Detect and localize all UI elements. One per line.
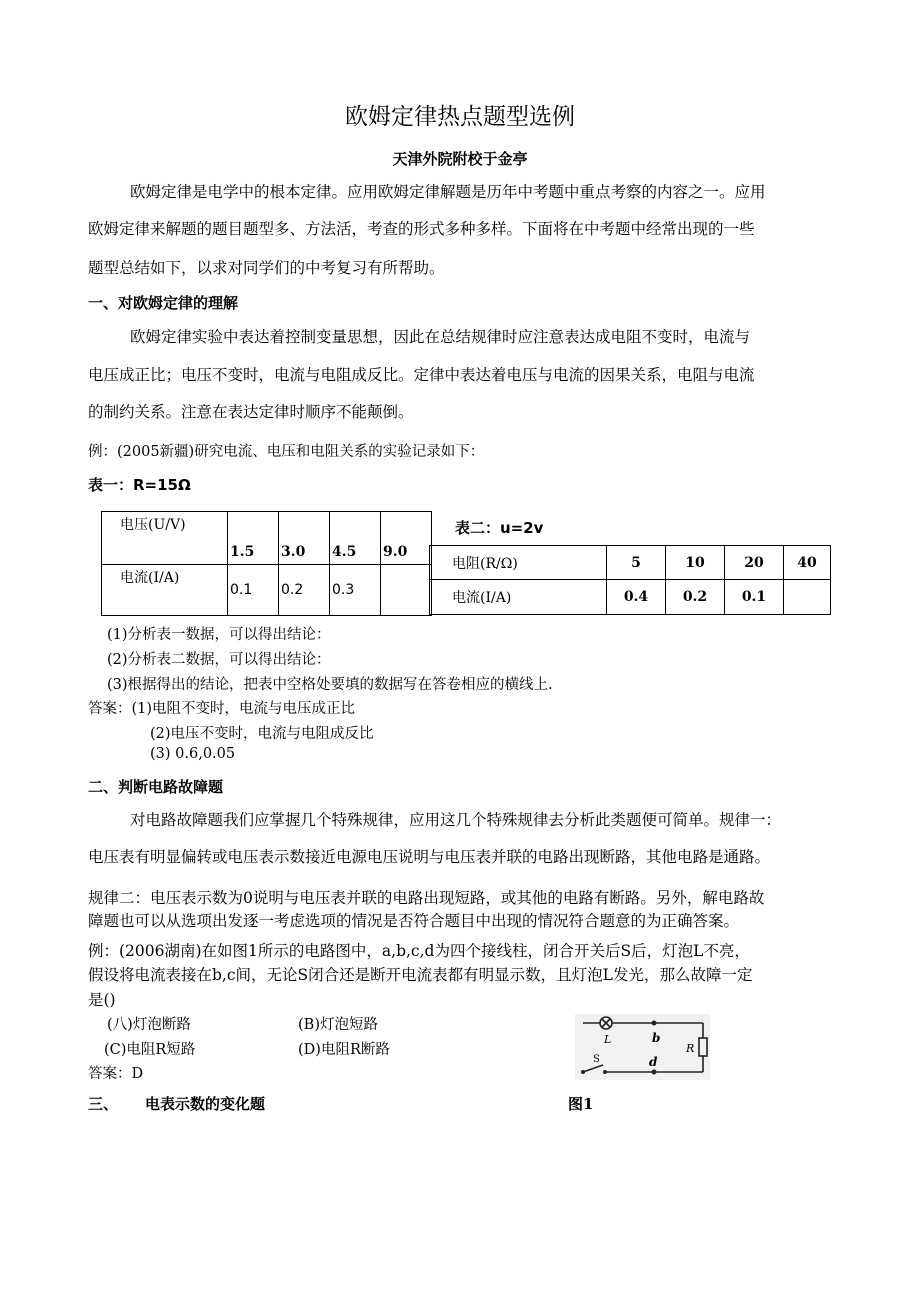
figure-caption: 图1 — [568, 1095, 594, 1113]
question-3: (3)根据得出的结论，把表中空格处要填的数据写在答卷相应的横线上. — [107, 677, 553, 693]
table1-cell: 0.2 — [279, 565, 330, 616]
intro-line: 题型总结如下，以求对同学们的中考复习有所帮助。 — [88, 259, 445, 277]
label-s: S — [593, 1054, 600, 1065]
section2-line: 假设将电流表接在b,c间，无论S闭合还是断开电流表都有明显示数，且灯泡L发光，那么故障一定 — [88, 966, 753, 984]
section2-line: 电压表有明显偏转或电压表示数接近电源电压说明与电压表并联的电路出现断路，其他电路是通路。 — [88, 848, 771, 866]
answer-2: (2)电压不变时，电流与电阻成反比 — [150, 726, 374, 742]
table2-cell: 10 — [666, 546, 725, 580]
answer-1: 答案：(1)电阻不变时，电流与电压成正比 — [88, 701, 356, 717]
table2-cell: 20 — [725, 546, 784, 580]
section1-line: 欧姆定律实验中表达着控制变量思想，因此在总结规律时应注意表达成电阻不变时，电流与 — [130, 328, 751, 346]
circuit-figure — [575, 1014, 710, 1080]
section-heading-3: 电表示数的变化题 — [145, 1095, 266, 1113]
table1-cell — [381, 565, 432, 616]
section2-line: 障题也可以从选项出发逐一考虑选项的情况是否符合题目中出现的情况符合题意的为正确答案。 — [88, 912, 740, 930]
table1-cell: 9.0 — [381, 512, 432, 565]
table-2 — [429, 545, 831, 615]
table-1 — [101, 511, 432, 616]
table2-cell: 0.2 — [666, 580, 725, 615]
table1-cell: 0.3 — [330, 565, 381, 616]
section1-line: 电压成正比；电压不变时，电流与电阻成反比。定律中表达着电压与电流的因果关系，电阻与电流 — [88, 366, 755, 384]
terminal-b-dot — [652, 1021, 657, 1026]
label-d: d — [649, 1055, 658, 1069]
section-number-3: 三、 — [88, 1095, 119, 1113]
intro-line: 欧姆定律是电学中的根本定律。应用欧姆定律解题是历年中考题中重点考察的内容之一。应用 — [130, 183, 766, 201]
table1-caption-text: 表一：R=15Ω — [88, 476, 191, 494]
label-l: L — [604, 1033, 612, 1046]
table1-caption — [88, 474, 191, 495]
section1-line: 的制约关系。注意在表达定律时顺序不能颠倒。 — [88, 403, 414, 421]
table1-cell: 3.0 — [279, 512, 330, 565]
intro-line: 欧姆定律来解题的题目题型多、方法活，考查的形式多种多样。下面将在中考题中经常出现的一些 — [88, 220, 755, 238]
question-1: (1)分析表一数据，可以得出结论： — [107, 627, 331, 643]
option-d: (D)电阻R断路 — [298, 1042, 390, 1058]
table2-cell: 5 — [607, 546, 666, 580]
table2-cell: 0.1 — [725, 580, 784, 615]
page-title: 欧姆定律热点题型选例 — [345, 104, 575, 130]
label-b: b — [652, 1031, 661, 1045]
table1-cell: 0.1 — [228, 565, 279, 616]
table2-caption: 表二：u=2v — [455, 519, 544, 537]
question-2: (2)分析表二数据，可以得出结论： — [107, 652, 331, 668]
author-line: 天津外院附校于金亭 — [392, 150, 528, 168]
section2-line: 例：(2006湖南)在如图1所示的电路图中，a,b,c,d为四个接线柱，闭合开关后S后，灯泡L不亮， — [88, 942, 750, 960]
terminal-d-dot — [652, 1070, 657, 1075]
table2-row1-label: 电阻(R/Ω) — [430, 546, 607, 580]
table2-cell: 0.4 — [607, 580, 666, 615]
section2-line: 是() — [88, 991, 116, 1009]
table1-row2-label: 电流(I/A) — [102, 565, 228, 616]
label-r: R — [686, 1042, 695, 1055]
section2-line: 规律二：电压表示数为0说明与电压表并联的电路出现短路，或其他的电路有断路。另外，解电路故 — [88, 889, 765, 907]
switch-left-dot — [581, 1070, 585, 1074]
table2-cell — [784, 580, 831, 615]
option-a: (八)灯泡断路 — [107, 1017, 191, 1033]
example-1: 例：(2005新疆)研究电流、电压和电阻关系的实验记录如下： — [88, 444, 485, 460]
answer-line: 答案：D — [88, 1066, 144, 1082]
table1-cell: 1.5 — [228, 512, 279, 565]
circuit-diagram — [575, 1014, 710, 1080]
section2-line: 对电路故障题我们应掌握几个特殊规律，应用这几个特殊规律去分析此类题便可简单。规律一： — [130, 811, 782, 829]
option-c: (C)电阻R短路 — [104, 1042, 196, 1058]
table2-row2-label: 电流(I/A) — [430, 580, 607, 615]
option-b: (B)灯泡短路 — [298, 1017, 378, 1033]
section-heading-1: 一、对欧姆定律的理解 — [88, 294, 239, 312]
switch-right-dot — [603, 1070, 607, 1074]
section-heading-2: 二、判断电路故障题 — [88, 778, 224, 796]
table1-row1-label: 电压(U/V) — [102, 512, 228, 565]
table1-cell: 4.5 — [330, 512, 381, 565]
table2-cell: 40 — [784, 546, 831, 580]
answer-3: (3) 0.6,0.05 — [150, 746, 236, 762]
